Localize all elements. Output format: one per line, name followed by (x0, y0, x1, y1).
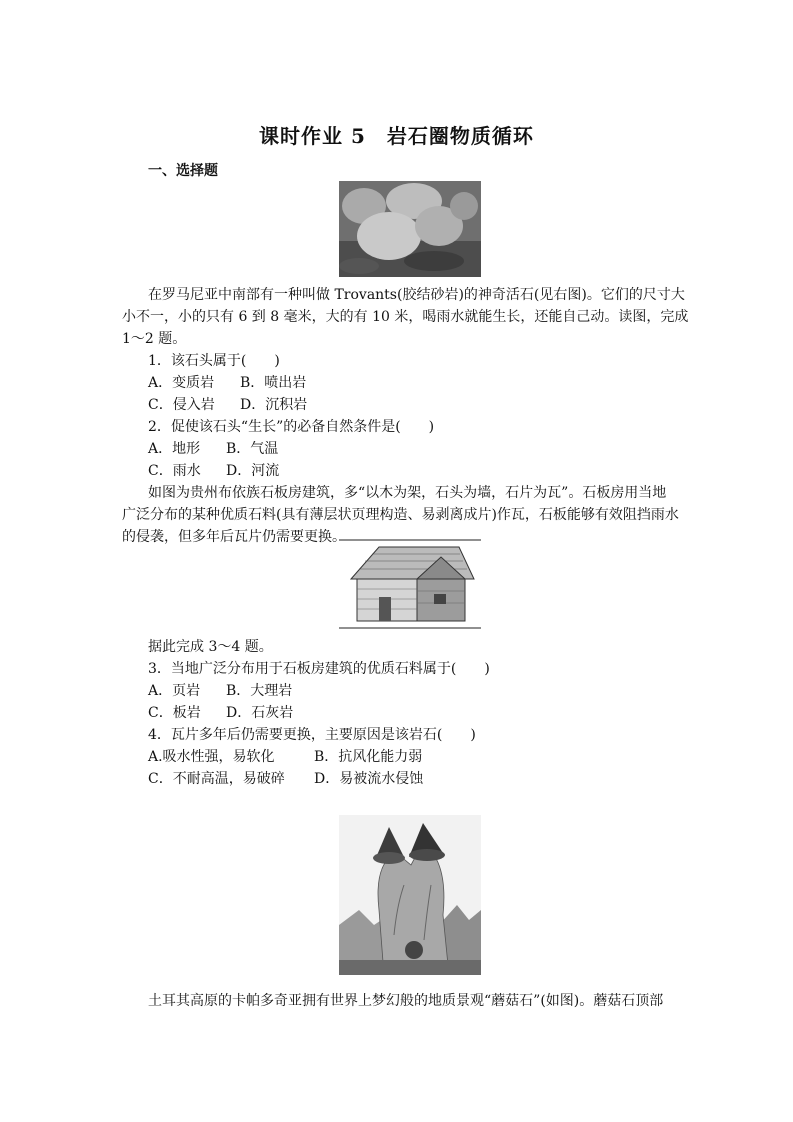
question-4-options-row1 (148, 746, 422, 768)
intro1-line-1: 在罗马尼亚中南部有一种叫做 Trovants(胶结砂岩)的神奇活石(见右图)。它们的尺寸大 (148, 287, 685, 303)
q1-option-d: D．沉积岩 (240, 397, 308, 413)
intro2-line-1: 如图为贵州布依族石板房建筑，多“以木为架，石头为墙，石片为瓦”。石板房用当地 (148, 485, 667, 501)
q3-option-a: A．页岩 (148, 683, 201, 699)
intro1-line-2-row (122, 306, 688, 328)
q4-option-d: D．易被流水侵蚀 (314, 771, 424, 787)
q2-option-c: C．雨水 (148, 463, 201, 479)
question-3-options-row1 (148, 680, 292, 702)
intro-paragraph-1 (148, 284, 685, 306)
q4-option-b: B．抗风化能力弱 (314, 749, 423, 765)
question-2-stem: 2．促使该石头“生长”的必备自然条件是( ) (148, 419, 435, 435)
question-1-options-row1 (148, 372, 306, 394)
question-3-stem: 3．当地广泛分布用于石板房建筑的优质石料属于( ) (148, 661, 490, 677)
q1-option-a: A．变质岩 (148, 375, 215, 391)
q2-option-a: A．地形 (148, 441, 201, 457)
question-1-options-row2 (148, 394, 307, 416)
lead-3-4: 据此完成 3～4 题。 (148, 639, 273, 655)
q2-option-d: D．河流 (226, 463, 280, 479)
q1-option-c: C．侵入岩 (148, 397, 215, 413)
question-2-options-row1 (148, 438, 278, 460)
mushroom-rock-photo (339, 815, 481, 975)
section-heading: 一、选择题 (148, 163, 218, 179)
intro2-line-2: 广泛分布的某种优质石料(具有薄层状页理构造、易剥离成片)作瓦，石板能够有效阻挡雨水 (122, 507, 679, 523)
q3-option-c: C．板岩 (148, 705, 201, 721)
q4-option-c: C．不耐高温，易破碎 (148, 771, 285, 787)
question-1-stem: 1．该石头属于( ) (148, 353, 280, 369)
stone-house-illustration (339, 539, 481, 631)
intro1-line-2: 小不一，小的只有 6 到 8 毫米，大的有 10 米，喝雨水就能生长，还能自己动。读图，完成 (122, 309, 689, 325)
intro1-line-3-row (122, 328, 186, 350)
question-4-options-row2 (148, 768, 423, 790)
intro2-line-3: 的侵袭，但多年后瓦片仍需要更换。 (122, 529, 346, 545)
trovants-stone-photo (339, 181, 481, 277)
q3-option-d: D．石灰岩 (226, 705, 294, 721)
question-3-options-row2 (148, 702, 293, 724)
question-2-options-row2 (148, 460, 279, 482)
q3-option-b: B．大理岩 (226, 683, 293, 699)
intro3-line-1: 土耳其高原的卡帕多奇亚拥有世界上梦幻般的地质景观“蘑菇石”(如图)。蘑菇石顶部 (148, 993, 664, 1009)
intro1-line-3: 1～2 题。 (122, 331, 187, 347)
q4-option-a: A.吸水性强，易软化 (148, 749, 275, 765)
q1-option-b: B．喷出岩 (240, 375, 307, 391)
question-4-stem: 4．瓦片多年后仍需要更换，主要原因是该岩石( ) (148, 727, 476, 743)
q2-option-b: B．气温 (226, 441, 279, 457)
page-title: 课时作业 5 岩石圈物质循环 (259, 124, 534, 148)
